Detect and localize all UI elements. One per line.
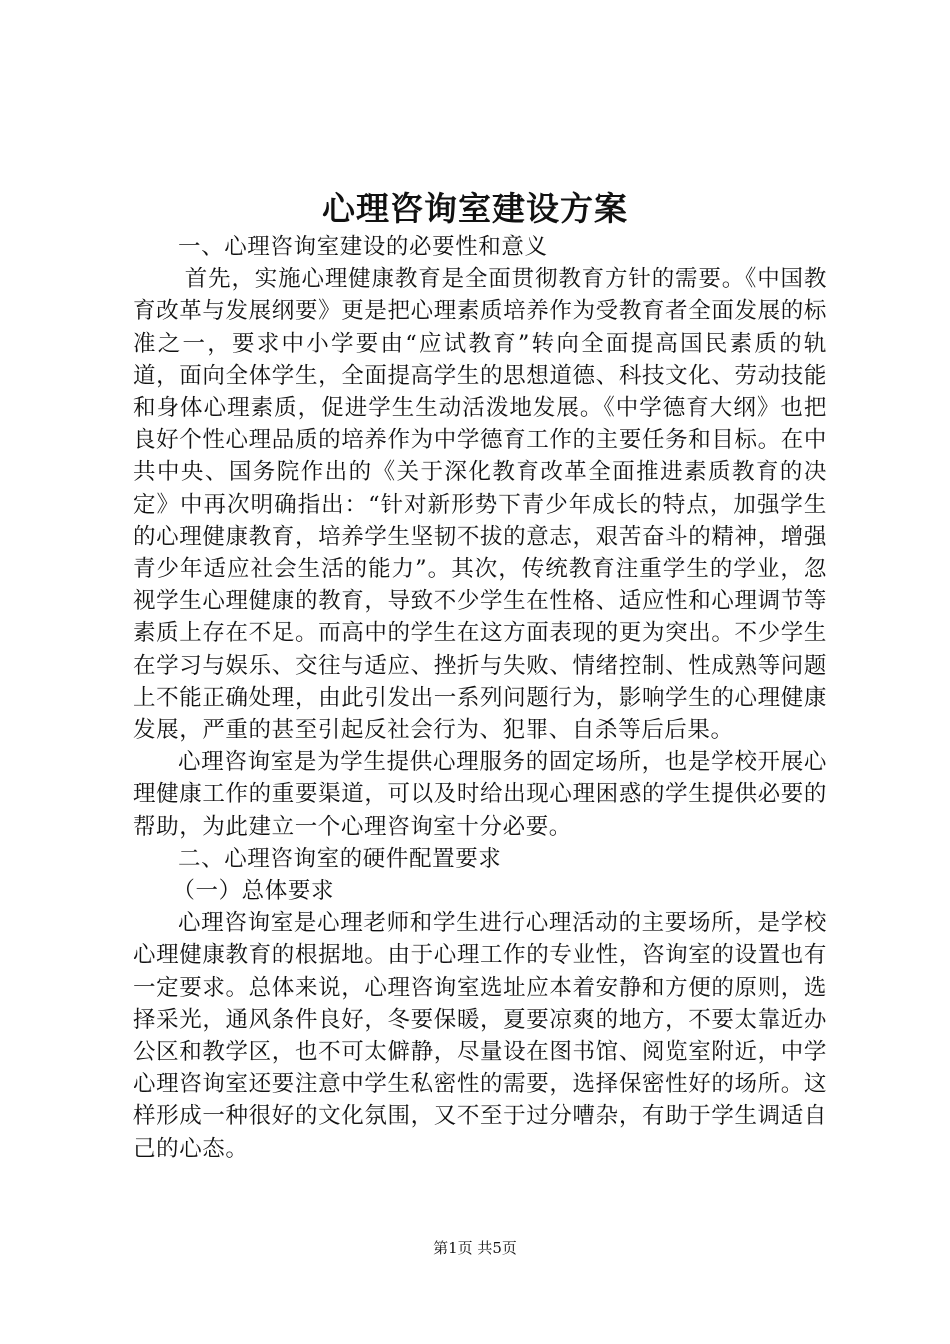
document-body (133, 231, 827, 1165)
document-title: 心理咨询室建设方案 (322, 189, 628, 228)
paragraph-necessity: 首先，实施心理健康教育是全面贯彻教育方针的需要。《中国教育改革与发展纲要》更是把心理素质培养作为受教育者全面发展的标准之一，要求中小学要由“应试教育”转向全面提高国民素质的轨道，面向全体学生，全面提高学生的思想道德、科技文化、劳动技能和身体心理素质，促进学生生动活泼地发展。《中学德育大纲》也把良好个性心理品质的培养作为中学德育工作的主要任务和目标。在中共中央、国务院作出的《关于深化教育改革全面推进素质教育的决定》中再次明确指出：“针对新形势下青少年成长的特点，加强学生的心理健康教育，培养学生坚韧不拔的意志，艰苦奋斗的精神，增强青少年适应社会生活的能力”。其次，传统教育注重学生的学业，忽视学生心理健康的教育，导致不少学生在性格、适应性和心理调节等素质上存在不足。而高中的学生在这方面表现的更为突出。不少学生在学习与娱乐、交往与适应、挫折与失败、情绪控制、性成熟等问题上不能正确处理，由此引发出一系列问题行为，影响学生的心理健康发展，严重的甚至引起反社会行为、犯罪、自杀等后后果。 (133, 266, 827, 744)
paragraph-general-requirements: 心理咨询室是心理老师和学生进行心理活动的主要场所，是学校心理健康教育的根据地。由于心理工作的专业性，咨询室的设置也有一定要求。总体来说，心理咨询室选址应本着安静和方便的原则，选择采光，通风条件良好，冬要保暖，夏要凉爽的地方，不要太靠近办公区和教学区，也不可太僻静，尽量设在图书馆、阅览室附近，中学心理咨询室还要注意中学生私密性的需要，选择保密性好的场所。这样形成一种很好的文化氛围，又不至于过分嘈杂，有助于学生调适自己的心态。 (133, 910, 827, 1162)
page-footer: 第1页 共5页 (433, 1239, 517, 1257)
paragraph-counseling-room-purpose: 心理咨询室是为学生提供心理服务的固定场所，也是学校开展心理健康工作的重要渠道，可以及时给出现心理困惑的学生提供必要的帮助，为此建立一个心理咨询室十分必要。 (133, 749, 827, 840)
section-heading-1: 一、心理咨询室建设的必要性和意义 (178, 234, 548, 260)
section-heading-2: 二、心理咨询室的硬件配置要求 (178, 845, 502, 872)
subsection-heading-general: （一）总体要求 (172, 878, 335, 905)
